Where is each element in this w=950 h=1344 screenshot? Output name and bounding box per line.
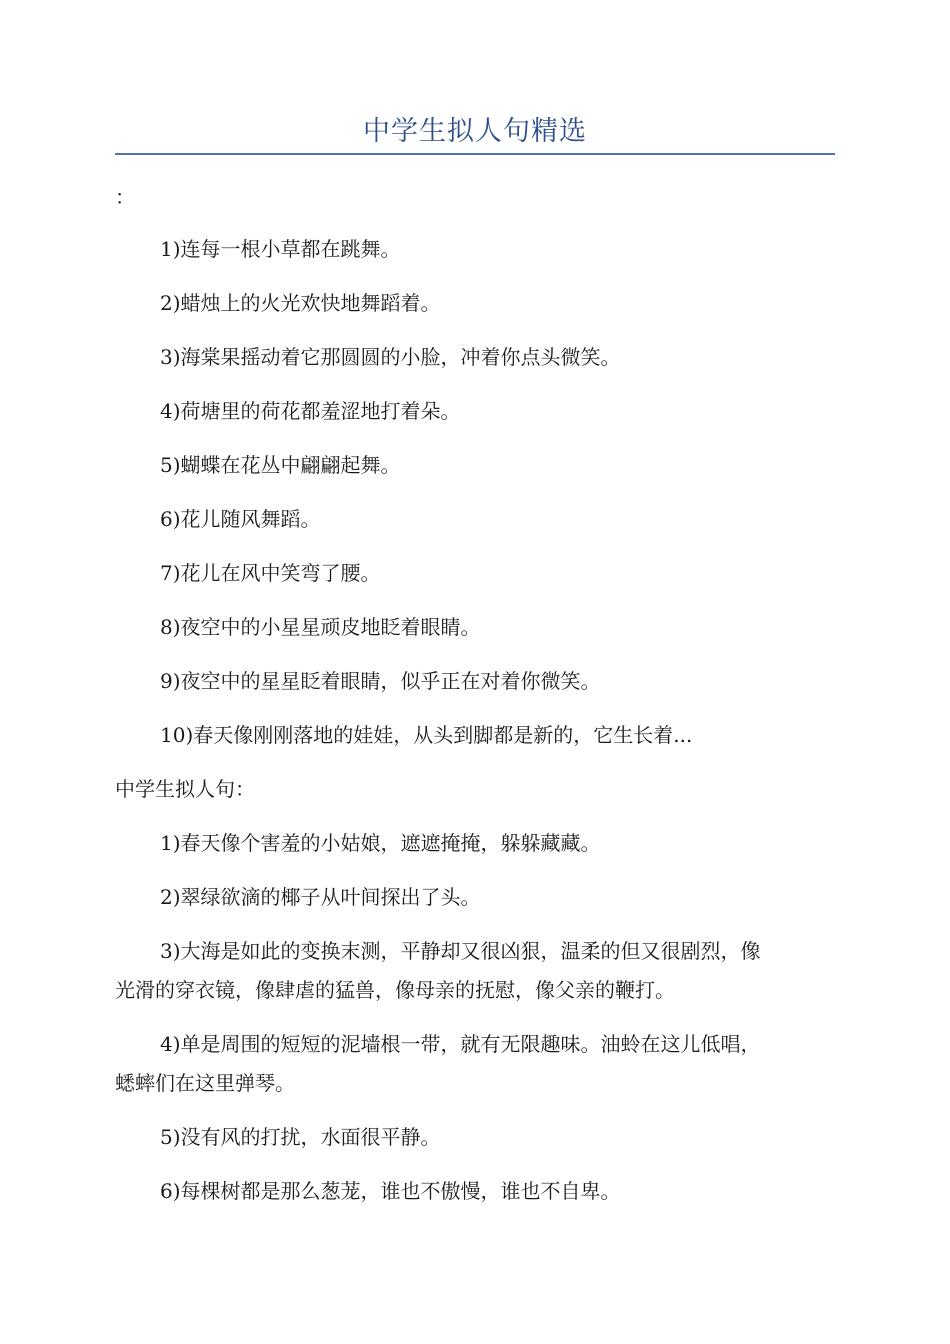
example-4-continued: 蟋蟀们在这里弹琴。 bbox=[115, 1071, 295, 1095]
sentence-2: 2)蜡烛上的火光欢快地舞蹈着。 bbox=[160, 291, 441, 315]
section-heading: 中学生拟人句： bbox=[115, 777, 255, 801]
sentence-10: 10)春天像刚刚落地的娃娃，从头到脚都是新的，它生长着... bbox=[160, 723, 693, 747]
sentence-8: 8)夜空中的小星星顽皮地眨着眼睛。 bbox=[160, 615, 481, 639]
example-1: 1)春天像个害羞的小姑娘，遮遮掩掩，躲躲藏藏。 bbox=[160, 831, 601, 855]
example-5: 5)没有风的打扰，水面很平静。 bbox=[160, 1125, 441, 1149]
document-title: 中学生拟人句精选 bbox=[363, 116, 587, 147]
example-4: 4)单是周围的短短的泥墙根一带，就有无限趣味。油蛉在这儿低唱， bbox=[160, 1032, 761, 1056]
sentence-4: 4)荷塘里的荷花都羞涩地打着朵。 bbox=[160, 399, 461, 423]
sentence-9: 9)夜空中的星星眨着眼睛，似乎正在对着你微笑。 bbox=[160, 669, 601, 693]
sentence-7: 7)花儿在风中笑弯了腰。 bbox=[160, 561, 381, 585]
sentence-1: 1)连每一根小草都在跳舞。 bbox=[160, 237, 401, 261]
sentence-6: 6)花儿随风舞蹈。 bbox=[160, 507, 321, 531]
title-underline bbox=[115, 153, 835, 155]
example-3-continued: 光滑的穿衣镜，像肆虐的猛兽，像母亲的抚慰，像父亲的鞭打。 bbox=[115, 978, 675, 1002]
sentence-5: 5)蝴蝶在花丛中翩翩起舞。 bbox=[160, 453, 401, 477]
example-2: 2)翠绿欲滴的椰子从叶间探出了头。 bbox=[160, 885, 481, 909]
intro-colon: ： bbox=[115, 185, 135, 209]
example-3: 3)大海是如此的变换末测，平静却又很凶狠，温柔的但又很剧烈，像 bbox=[160, 939, 761, 963]
example-6: 6)每棵树都是那么葱茏，谁也不傲慢，谁也不自卑。 bbox=[160, 1179, 621, 1203]
sentence-3: 3)海棠果摇动着它那圆圆的小脸，冲着你点头微笑。 bbox=[160, 345, 621, 369]
